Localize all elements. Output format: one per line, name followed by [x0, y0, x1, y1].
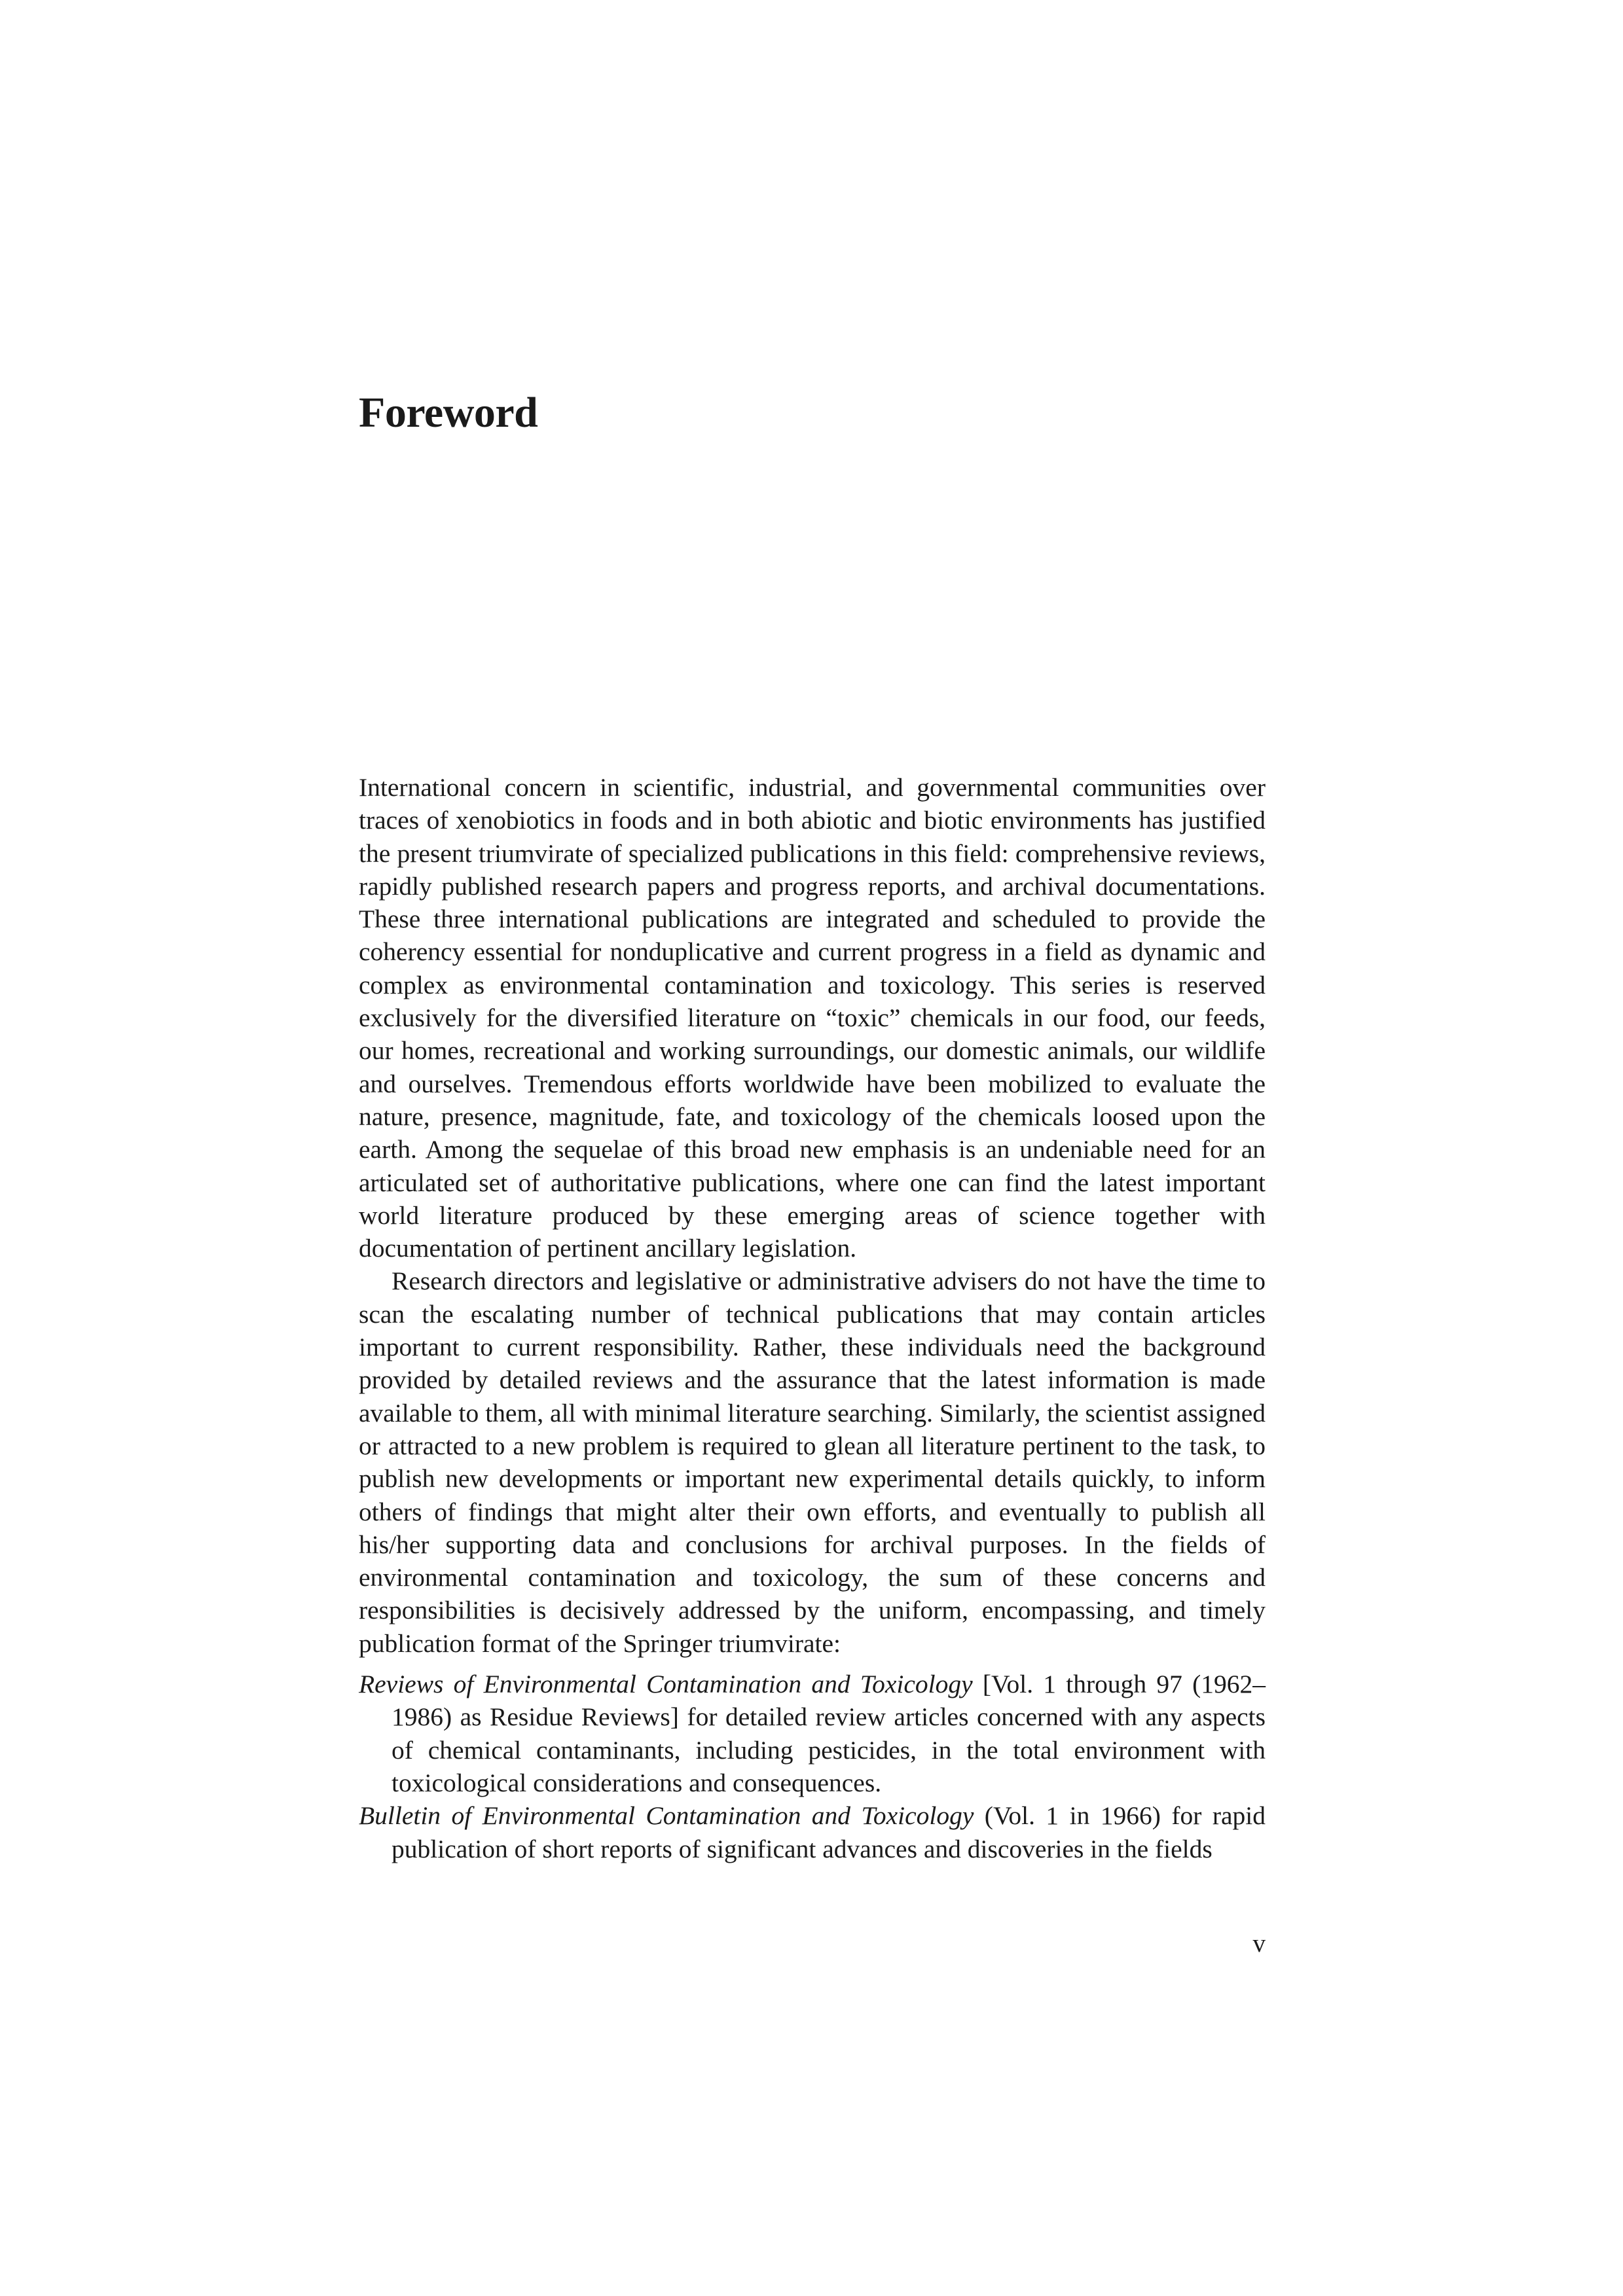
- page-title: Foreword: [359, 389, 538, 437]
- foreword-body: [359, 771, 1266, 1865]
- publication-description: (Vol. 1 in 1966) for rapid publication of short reports of significant advances and discoveries in the fields: [392, 1801, 1266, 1863]
- paragraph: Research directors and legislative or administrative advisers do not have the time to scan the escalating number of technical publications that may contain articles important to current responsibility. Rather, these individuals need the background provided by detailed reviews and the assurance that the latest information is made available to them, all with minimal literature searching. Similarly, the scientist assigned or attracted to a new problem is required to glean all literature pertinent to the task, to publish new developments or important new experimental details quickly, to inform others of findings that might alter their own efforts, and eventually to publish all his/her supporting data and conclusions for archival purposes. In the fields of environmental contamination and toxicology, the sum of these concerns and responsibilities is decisively addressed by the uniform, encompassing, and timely publication format of the Springer triumvirate:: [359, 1266, 1266, 1658]
- page-number: v: [1252, 1929, 1266, 1958]
- publication-title: Reviews of Environmental Contamination and Toxicology: [359, 1670, 973, 1699]
- publication-description: [Vol. 1 through 97 (1962–1986) as Residue Reviews] for detailed review articles concerned with any aspects of chemical contaminants, including pesticides, in the total environment with toxicological considerations and consequences.: [392, 1670, 1266, 1797]
- paragraph: International concern in scientific, industrial, and governmental communities over traces of xenobiotics in foods and in both abiotic and biotic environments has justified the present triumvirate of specialized publications in this field: comprehensive reviews, rapidly published research papers and progress reports, and archival documentations. These three international publications are integrated and scheduled to provide the coherency essential for nonduplicative and current progress in a field as dynamic and complex as environmental contamination and toxicology. This series is reserved exclusively for the diversified literature on “toxic” chemicals in our food, our feeds, our homes, recreational and working surroundings, our domestic animals, our wildlife and ourselves. Tremendous efforts worldwide have been mobilized to evaluate the nature, presence, magnitude, fate, and toxicology of the chemicals loosed upon the earth. Among the sequelae of this broad new emphasis is an undeniable need for an articulated set of authoritative publications, where one can find the latest important world literature produced by these emerging areas of science together with documentation of pertinent ancillary legislation.: [359, 773, 1266, 1263]
- publication-entry: [359, 1799, 1266, 1865]
- publication-list: [359, 1668, 1266, 1865]
- publication-entry: [359, 1668, 1266, 1799]
- publication-title: Bulletin of Environmental Contamination and Toxicology: [359, 1801, 974, 1831]
